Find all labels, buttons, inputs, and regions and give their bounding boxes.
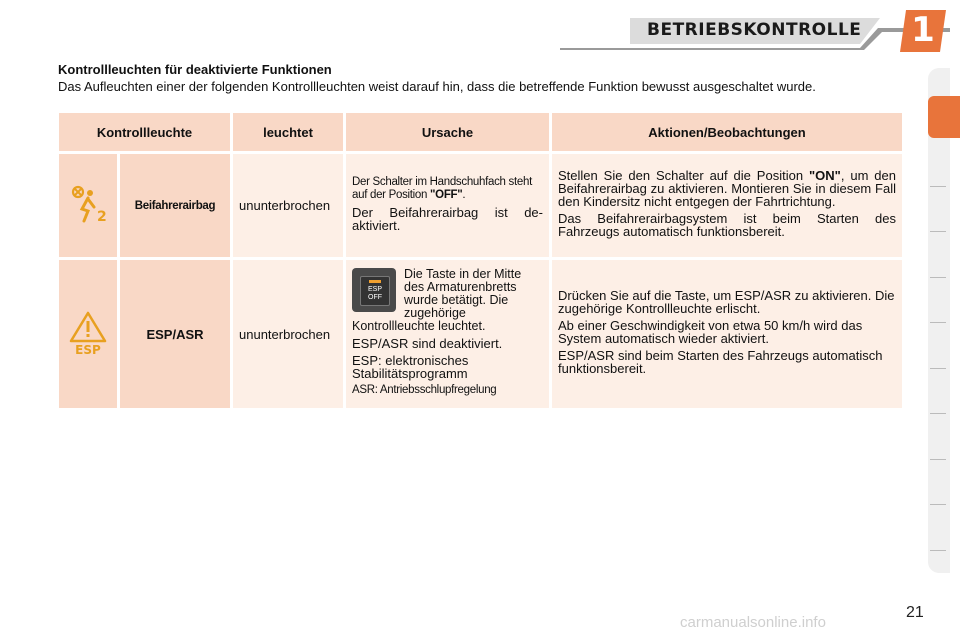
esp-led-icon [369,280,381,283]
lit-cell: ununterbrochen [233,260,343,408]
sidebar-tick [930,277,946,278]
sidebar-tick [930,550,946,551]
table-header-row [59,113,902,151]
cause-text-d: ASR: Antriebsschlupfregelung [352,383,497,396]
warning-name-text: Beifahrerairbag [134,200,216,212]
sidebar-tick [930,322,946,323]
esp-button-label: ESP [367,285,382,293]
esp-icon-label: ESP [75,343,101,355]
action-text-a: Drücken Sie auf die Taste, um ESP/ASR zu aktivieren. Die zugehörige Kontrollleuchte erlischt. [558,288,895,316]
section-intro: Das Aufleuchten einer der folgenden Kontrollleuchten weist darauf hin, dass die betreffende Funktion bewusst ausgeschaltet wurde. [58,79,816,94]
cause-cell [346,154,549,257]
watermark: carmanualsonline.info [680,614,826,631]
chapter-number: 1 [911,10,935,50]
sidebar-tick [930,504,946,505]
active-chapter-tab[interactable] [928,96,960,138]
sidebar-tick [930,368,946,369]
table-row [59,154,902,257]
passenger-airbag-off-icon [66,183,110,227]
sidebar-tick [930,459,946,460]
action-cell [552,260,902,408]
icon-cell [59,154,117,257]
sidebar-tick [930,231,946,232]
chapter-sidebar [928,68,950,573]
cause-text-c: ESP: elektronisches Stabilitätsprogramm [352,352,469,381]
warning-lights-table [56,110,905,411]
cause-text-a: Der Schalter im Handschuhfach steht auf der Position [352,175,532,201]
sidebar-tick [930,413,946,414]
action-cell [552,154,902,257]
cause-cell [346,260,549,408]
cause-text-end: . [462,188,466,201]
warning-name [120,154,230,257]
cause-text-b: ESP/ASR sind deaktiviert. [352,335,503,351]
sidebar-tick [930,186,946,187]
action-on-bold: "ON" [808,168,841,183]
header-lit: leuchtet [233,113,343,151]
icon-cell [59,260,117,408]
esp-off-button-image [352,268,396,312]
action-text-b: Das Beifahrerairbagsystem ist beim Starten des Fahrzeugs automatisch funktionsbereit. [558,211,896,239]
cause-text-a: Die Taste in der Mitte des Armaturenbretts wurde betätigt. Die zugehörige Kontrollleuchte leuchtet. [352,266,522,333]
table-row [59,260,902,408]
action-text-b: Ab einer Geschwindigkeit von etwa 50 km/h wird das System automatisch wieder aktiviert. [558,318,863,346]
page-number: 21 [906,604,924,621]
cause-switch-text [352,176,543,202]
header-warning-light: Kontrollleuchte [59,113,230,151]
action-post: , um den Beifahrerairbag zu aktivieren. Montieren Sie in diesem Fall den Kindersitz nicht entgegen der Fahrtrichtung. [558,168,896,209]
action-pre: Stellen Sie den Schalter auf die Position [558,168,809,183]
header-cause: Ursache [346,113,549,151]
cause-off-bold: "OFF" [430,188,463,201]
lit-cell: ununterbrochen [233,154,343,257]
esp-warning-icon [68,311,108,355]
page-header-title: BETRIEBSKONTROLLE [647,20,862,40]
action-text-c: ESP/ASR sind beim Starten des Fahrzeugs automatisch funktionsbereit. [558,348,883,376]
cause-deactivated-text: Der Beifahrerairbag ist de-aktiviert. [352,204,543,233]
svg-text:2: 2 [97,208,107,225]
warning-name: ESP/ASR [120,260,230,408]
section-title: Kontrollleuchten für deaktivierte Funktionen [58,62,332,77]
header-actions: Aktionen/Beobachtungen [552,113,902,151]
esp-button-face [360,276,390,306]
esp-button-off-label: OFF [368,293,382,301]
action-text-a [558,169,896,208]
